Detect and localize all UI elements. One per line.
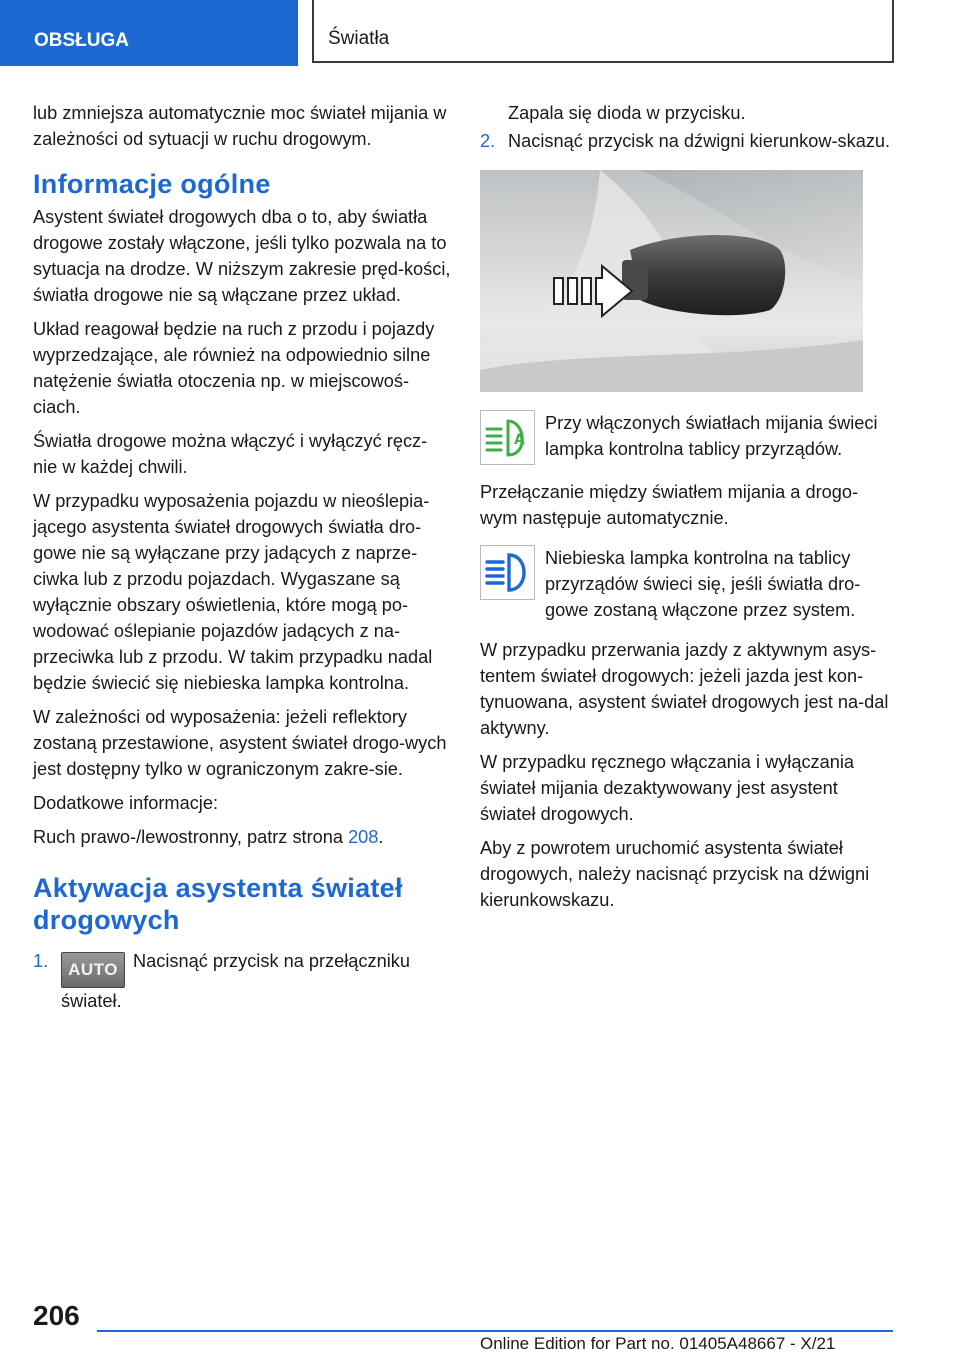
auto-button-icon: AUTO — [61, 952, 125, 988]
page-number: 206 — [33, 1300, 80, 1331]
green-indicator-row — [480, 410, 895, 465]
paragraph-reference — [33, 824, 451, 850]
reference-end: . — [378, 827, 384, 847]
step-text: Zapala się dioda w przycisku. — [508, 103, 746, 123]
high-beam-blue-icon — [480, 545, 535, 600]
step-number: 2. — [480, 131, 496, 151]
paragraph: W przypadku wyposażenia pojazdu w nieoślepia-jącego asystenta świateł drogowych światła dro-gowe nie są wyłączane przy jadących z naprze-ciwka lub z przodu pojazdach. Wygaszane są wyłącznie obszary oświetlenia, które mogą po-wodować oślepianie pojazdów jadących z na-przeciwka lub z przodu. W takim przypadku nadal będzie świecić się niebieska lampka kontrolna. — [33, 491, 433, 693]
paragraph: Przełączanie między światłem mijania a drogo-wym następuje automatycznie. — [480, 482, 859, 528]
blue-indicator-row — [480, 545, 895, 623]
paragraph: W przypadku przerwania jazdy z aktywnym asys-tentem świateł drogowych: jeżeli jazda jest kon-tynuowana, asystent świateł drogowych jest na-dal aktywny. — [480, 640, 889, 738]
svg-text:A: A — [514, 432, 525, 448]
right-column — [480, 100, 895, 921]
paragraph: Światła drogowe można włączyć i wyłączyć ręcz-nie w każdej chwili. — [33, 431, 428, 477]
page-link[interactable]: 208 — [348, 827, 379, 847]
heading-general: Informacje ogólne — [33, 169, 271, 199]
lever-illustration — [480, 170, 863, 392]
step-text: Nacisnąć przycisk na dźwigni kierunkow-skazu. — [508, 131, 891, 151]
step-2 — [480, 128, 895, 154]
blue-indicator-text: Niebieska lampka kontrolna na tablicy przyrządów świeci się, jeśli światła dro-gowe zostaną włączone przez system. — [545, 548, 861, 620]
step-1-continued — [480, 100, 895, 126]
paragraph: lub zmniejsza automatycznie moc świateł mijania w zależności od sytuacji w ruchu drogowym. — [33, 103, 447, 149]
heading-activation: Aktywacja asystenta świateł drogowych — [33, 873, 403, 935]
section-label: OBSŁUGA — [34, 30, 129, 51]
paragraph: Asystent świateł drogowych dba o to, aby światła drogowe zostały włączone, jeśli tylko pozwala na to sytuacja na drodze. W niższym zakresie pręd-kości, światła drogowe nie są włączane przez układ. — [33, 207, 451, 305]
page-title: Światła — [328, 28, 390, 49]
paragraph: Aby z powrotem uruchomić asystenta świateł drogowych, należy nacisnąć przycisk na dźwigni kierunkowskazu. — [480, 838, 870, 910]
paragraph: W zależności od wyposażenia: jeżeli reflektory zostaną przestawione, asystent świateł drogo-wych jest dostępny tylko w ograniczonym zakre-sie. — [33, 707, 447, 779]
step-1 — [33, 948, 451, 1014]
page-header — [312, 0, 894, 63]
footer-divider — [97, 1330, 893, 1332]
reference-text: Ruch prawo-/lewostronny, patrz strona — [33, 827, 349, 847]
paragraph: Dodatkowe informacje: — [33, 793, 218, 813]
turn-signal-lever-image — [480, 170, 863, 392]
step-number: 1. — [33, 951, 49, 971]
left-column — [33, 100, 451, 1020]
green-indicator-text: Przy włączonych światłach mijania świeci lampka kontrolna tablicy przyrządów. — [545, 413, 878, 459]
step-text: Nacisnąć przycisk na przełączniku świateł. — [61, 951, 410, 1011]
edition-footer: Online Edition for Part no. 01405A48667 - X/21 — [480, 1334, 836, 1353]
paragraph: Układ reagował będzie na ruch z przodu i pojazdy wyprzedzające, ale również na odpowiednio silne natężenie światła otoczenia np. w miejscowoś-ciach. — [33, 319, 435, 417]
paragraph: W przypadku ręcznego włączania i wyłączania świateł mijania dezaktywowany jest asystent świateł drogowych. — [480, 752, 855, 824]
section-tab — [0, 0, 298, 66]
low-beam-assist-green-icon — [480, 410, 535, 465]
